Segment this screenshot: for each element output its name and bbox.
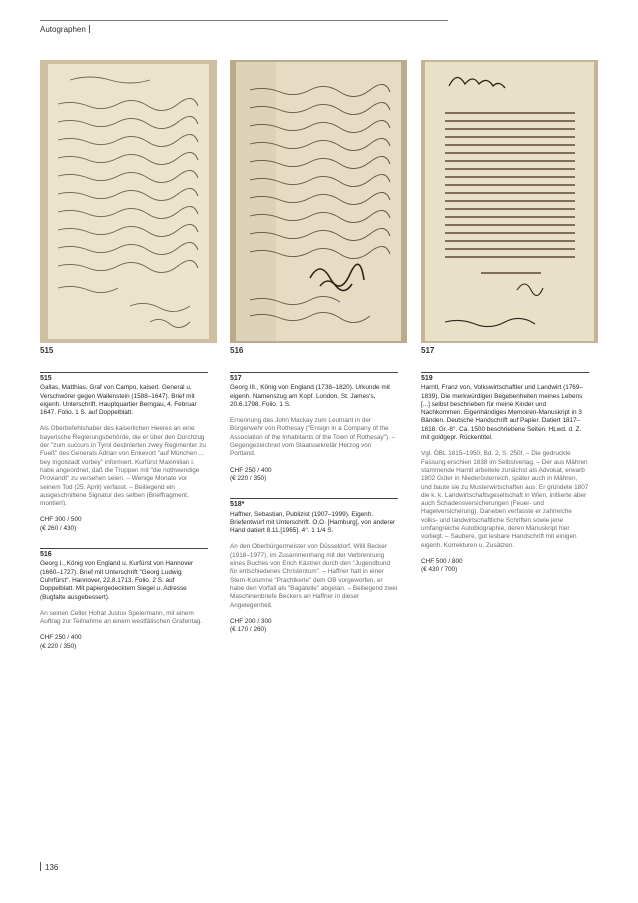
lot-description: An den Oberbürgermeister von Düsseldorf, Willi Becker (1918–1977), im Zusammenhang mit der Verbrennung eines Buches von Erich Kästner durch den "Jugendbund für entschiedenes Christentum". – Haffner hatt in einer Stern-Kolumne "Prachtkerle" dem OB vorgeworfen, er habe den Vorfall als "Bagatelle" abgetan. – Beiliegend zwei Maschinenbriefe Beckers an Haffner in dieser Angelegenheit. bbox=[230, 543, 398, 609]
lot-description: An seinen Celler Hofrat Justus Speiermann, mit einem Auftrag zur Teilnahme an einem westfälischen Grafentag. bbox=[40, 609, 203, 626]
entry-rule bbox=[40, 372, 208, 373]
lot-number: 518* bbox=[230, 501, 245, 509]
section-header bbox=[40, 25, 90, 34]
lot-price-chf: CHF 300 / 500 bbox=[40, 516, 82, 524]
column-left bbox=[40, 372, 208, 666]
lot-title: Georg III., König von England (1738–1820). Urkunde mit eigenh. Namenszug am Kopf. London, St. James's, 20.6.1798. Folio. 1 S. bbox=[230, 384, 390, 408]
footer-divider bbox=[40, 862, 41, 871]
lot-entry-515 bbox=[40, 372, 208, 533]
image-lot-number: 516 bbox=[230, 346, 244, 355]
lot-price-chf: CHF 250 / 400 bbox=[40, 634, 82, 642]
lot-price-chf: CHF 250 / 400 bbox=[230, 466, 272, 474]
lot-price-eur: (€ 430 / 700) bbox=[421, 566, 458, 574]
lot-516-image bbox=[230, 60, 407, 343]
lot-price-eur: (€ 220 / 350) bbox=[230, 474, 267, 482]
lot-title: Gallas, Matthias, Graf von Campo, kaiserl. General u. Verschwörer gegen Wallenstein (1588–1647). Brief mit eigenh. Unterschrift. Hauptquartier Berngau, 4. Februar 1647. Folio. 1 S. auf Doppelblatt. bbox=[40, 384, 197, 417]
lot-description: Als Oberbefehlshaber des kaiserlichen Heeres an eine bayerische Regierungsbehörde, die er über den Durchzug der "zum succurs in Tyrol destinierten zwey Regimenter zu Fueß" des Generals Adrian von Enkevort "auf München ... bey Ingolstadt vorbey" informiert. Kurfürst Maximilian I. habe angeordnet, daß die Truppen mit "die nothwendige Proviandt" zu versehen seien. – Wenige Monate vor seinem Tod (25. April) verfasst. – Beiliegend ein ausgeschnittene Signatur des selben (Brieffragment, montiert). bbox=[40, 425, 206, 508]
lot-entry-518 bbox=[230, 498, 398, 634]
section-title: Autographen bbox=[40, 25, 86, 34]
lot-price-chf: CHF 200 / 300 bbox=[230, 617, 272, 625]
column-right bbox=[421, 372, 589, 590]
header-rule bbox=[40, 20, 448, 21]
lot-title: Georg I., König von England u. Kurfürst von Hannover (1660–1727). Brief mit Unterschrift "Georg Ludwig Cuhrfürst". Hannover, 22.8.1713. Folio. 2 S. auf Doppelblatt. Mit papiergedecktem Siegel u. Adresse (Bugfalte ausgebessert). bbox=[40, 560, 194, 601]
lot-number: 516 bbox=[40, 551, 52, 559]
lot-entry-516 bbox=[40, 548, 208, 651]
lot-number: 515 bbox=[40, 375, 52, 382]
lot-price-eur: (€ 170 / 260) bbox=[230, 626, 267, 634]
lot-price-eur: (€ 260 / 430) bbox=[40, 524, 77, 532]
image-lot-number: 517 bbox=[421, 346, 435, 355]
image-lot-number: 515 bbox=[40, 346, 54, 355]
page-footer bbox=[40, 862, 58, 872]
lot-price-chf: CHF 500 / 800 bbox=[421, 557, 463, 565]
entry-rule bbox=[230, 372, 398, 373]
header-divider bbox=[89, 25, 90, 33]
lot-description: Vgl. ÖBL 1815–1950, Bd. 2, S. 250f. – Die gedruckte Fassung erschien 1838 im Selbstverlag. – Der aus Mähren stammende Harntl arbeitete zunächst als Advokat, erwarb 1802 Güter in Niederösterreich, später auch in Mähren, und baute sie zu Musterwirtschaften aus. Er gründete 1807 die k. k. Landwirtschaftsgesellschaft in Wien, initiierte aber auch Schadensversicherungen (Feuer- und Hagelversicherung). Daneben verfasste er zahlreiche volks- und landwirtschaftliche Schriften sowie jene umfangreiche Autobiographie, deren Manuskript hier vorliegt. – Saubere, gut lesbare Handschrift mit einigen eigenh. Korrekturen u. Zusätzen. bbox=[421, 450, 589, 549]
page-number: 136 bbox=[45, 863, 59, 872]
lot-entry-517 bbox=[230, 372, 398, 483]
column-middle bbox=[230, 372, 398, 649]
lot-price-eur: (€ 220 / 350) bbox=[40, 642, 77, 650]
lot-517-image bbox=[421, 60, 598, 343]
lot-515-image bbox=[40, 60, 217, 343]
lot-title: Harntl, Franz von, Volkswirtschaftler und Landwirt (1769–1839). Die merkwürdigen Begebenheiten meines Lebens [...] selbst beschrieben für meine Kinder und Nachkommen. Eigenhändiges Memoiren-Manuskript in 3 Bänden. Deutsche Handschrift auf Papier. Datiert 1817–1818. Gr.-8°. Ca. 1500 beschriebene Seiten. HLwd. d. Z. mit goldgepr. Rückentitel. bbox=[421, 384, 583, 442]
entry-rule bbox=[421, 372, 589, 373]
entry-rule bbox=[230, 498, 398, 499]
lot-description: Ernennung des John Mackay zum Leutnant in der Bürgerwehr von Rothesay ("Ensign in a Company of the Association of the Inhabitants of the Town of Rothesay"). – Gegengezeichnet vom Staatssekretär Herzog von Portland. bbox=[230, 417, 396, 458]
lot-number: 519 bbox=[421, 375, 433, 382]
lot-entry-519 bbox=[421, 372, 589, 575]
entry-rule bbox=[40, 548, 208, 549]
lot-title: Haffner, Sebastian, Publizist (1907–1999). Eigenh. Briefentwurf mit Unterschrift. O.O. [Hamburg], von anderer Hand datiert 8.11.[1965]. 4°. 1 1/4 S. bbox=[230, 510, 396, 535]
lot-number: 517 bbox=[230, 375, 242, 382]
